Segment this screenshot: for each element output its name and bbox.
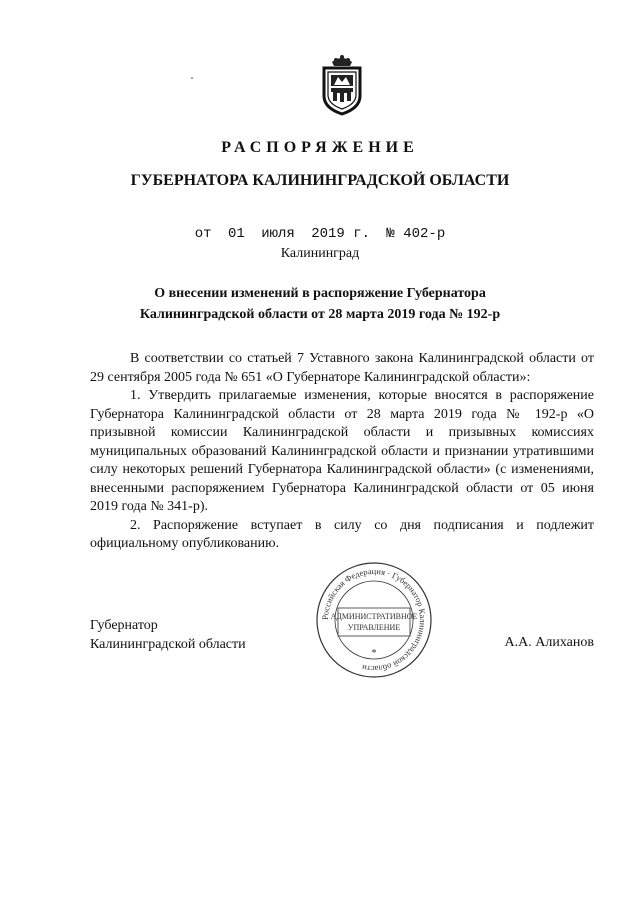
paragraph-item-2: 2. Распоряжение вступает в силу со дня подписания и подлежит официальному опубликованию. [90,517,594,551]
signer-position [90,616,246,654]
subject-line-2: Калининградской области от 28 марта 2019 года № 192-р [139,307,501,322]
date-day: 01 [227,226,245,242]
scan-speck [191,77,193,79]
signer-name: А.А. Алиханов [504,635,594,650]
subject-line-1: О внесении изменений в распоряжение Губернатора [154,286,486,301]
signer-position-line-2: Калининградской области [90,637,246,652]
coat-of-arms-icon [318,52,366,116]
seal-ring-text: Российская Федерация · Губернатор Калининградской области [319,565,429,675]
date-prefix: от [194,226,212,242]
date-year: 2019 г. [311,226,371,242]
paragraph-preamble: В соответствии со статьей 7 Уставного закона Калининградской области от 29 сентября 2005 года № 651 «О Губернаторе Калининградской области»: [90,351,594,385]
seal-star: * [371,648,377,659]
signer-position-line-1: Губернатор [90,618,158,633]
document-number: № 402-р [386,226,446,242]
document-body [90,350,594,554]
date-month: июля [261,226,295,242]
issuer-title: ГУБЕРНАТОРА КАЛИНИНГРАДСКОЙ ОБЛАСТИ [130,172,510,189]
document-subject [110,283,530,325]
date-number-line [0,226,640,242]
seal-center-line-2: УПРАВЛЕНИЕ [347,623,401,632]
seal-center-line-1: АДМИНИСТРАТИВНОЕ [330,612,418,621]
city: Калининград [280,246,360,261]
paragraph-item-1: 1. Утвердить прилагаемые изменения, которые вносятся в распоряжение Губернатора Калининградской области от 28 марта 2019 года № 192-р «О призывной комиссии Калининградской области и призывных комиссиях муниципальных образований Калининградской области и признании утратившими силу некоторых решений Губернатора Калининградской области» (с изменениями, внесенными распоряжением Губернатора Калининградской области от 05 июня 2019 года № 341-р). [90,388,594,514]
document-title: РАСПОРЯЖЕНИЕ [221,139,419,156]
official-seal [314,560,434,680]
